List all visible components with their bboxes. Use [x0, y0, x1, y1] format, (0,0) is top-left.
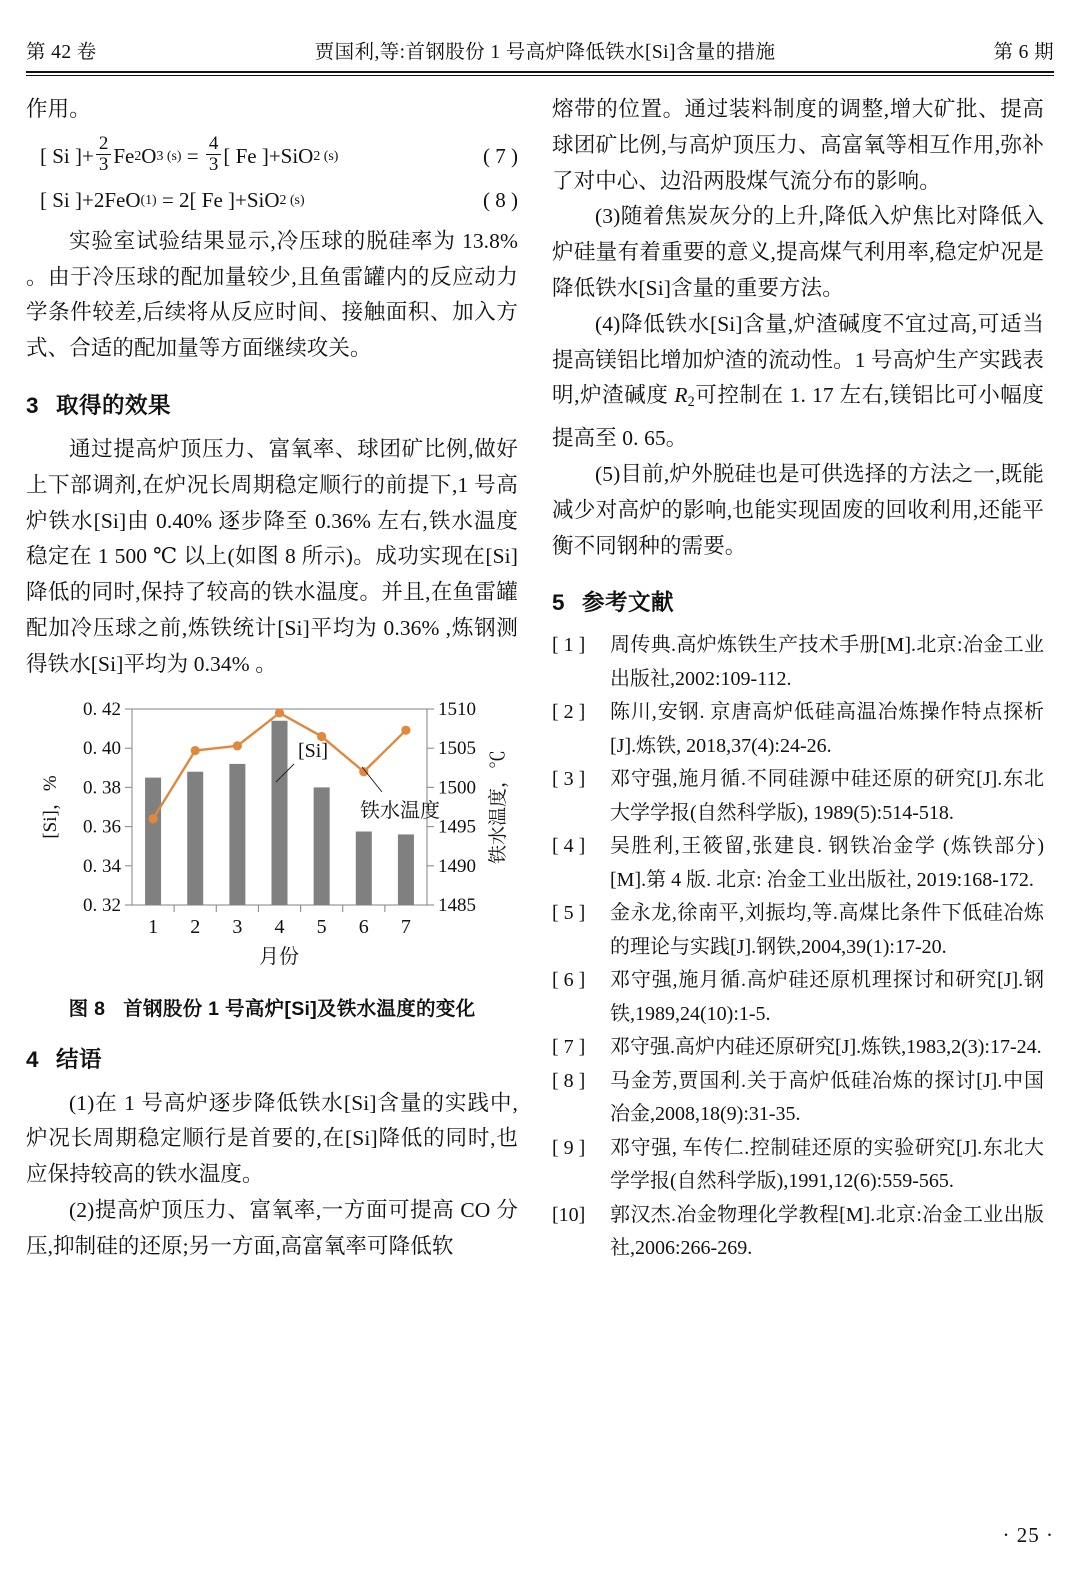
- section-3-number: 3: [26, 392, 40, 418]
- y-axis-title: [Si]，%: [40, 774, 61, 839]
- reference-text: 邓守强.高炉内硅还原研究[J].炼铁,1983,2(3):17-24.: [610, 1036, 1042, 1059]
- x-axis-tick-label: 2: [190, 915, 201, 938]
- reference-item: [552, 629, 1044, 696]
- y2-axis-title: 铁水温度，℃: [488, 749, 509, 864]
- header-divider: [26, 71, 1054, 76]
- right-axis-tick-label: 1490: [438, 855, 476, 877]
- annotation-temperature-label: 铁水温度: [360, 799, 440, 822]
- left-axis-tick-label: 0. 36: [83, 816, 121, 838]
- running-head-issue: 第 6 期: [993, 42, 1054, 63]
- section-5-number: 5: [552, 590, 566, 616]
- conclusion-item-1: (1)在 1 号高炉逐步降低铁水[Si]含量的实践中,炉况长周期稳定顺行是首要的,在[Si]降低的同时,也应保持较高的铁水温度。: [26, 1090, 518, 1187]
- section-5-title: 参考文献: [582, 590, 675, 616]
- equation-7-body: [ Si ]+ $\frac{2}{3}$ Fe 2 O 3 (s) = $\frac{4}{3}$ [ Fe ]+SiO 2 (s): [40, 133, 339, 176]
- conclusion-4-part-a: (4)降低铁水[Si]含量,炉渣碱度不宜过高,可适当提高镁铝比增加炉渣的流动性。1 号高炉生产实践表明,炉渣碱度: [552, 311, 1044, 408]
- temperature-marker: [191, 746, 200, 755]
- temperature-marker: [275, 708, 284, 717]
- fraction-two-thirds: $\frac{2}{3}$: [96, 134, 112, 175]
- bar: [398, 834, 414, 905]
- conclusion-item-4: [552, 307, 1044, 457]
- reference-item: [552, 763, 1044, 830]
- si-and-temperature-chart: [26, 695, 518, 987]
- equation-7-number: ( 7 ): [483, 143, 518, 168]
- bottom-axis-ticks: [174, 905, 385, 912]
- reference-list: [552, 629, 1044, 1266]
- reference-number: [ 1 ]: [552, 634, 586, 657]
- chart-container: [26, 695, 518, 987]
- lead-paragraph: 作用。: [26, 97, 91, 121]
- bar: [187, 771, 203, 904]
- left-axis-tick-label: 0. 42: [83, 698, 121, 720]
- equation-8-body: [ Si ]+2FeO (1) = 2[ Fe ]+SiO 2 (s): [40, 187, 305, 212]
- right-axis-tick-label: 1485: [438, 894, 476, 916]
- reference-text: 金永龙,徐南平,刘振均,等.高煤比条件下低硅冶炼的理论与实践[J].钢铁,2004,39(1):17-20.: [610, 902, 1044, 958]
- figure-8-caption-prefix: 图 8: [68, 997, 106, 1020]
- temperature-marker: [148, 814, 157, 823]
- reference-item: [552, 964, 1044, 1031]
- right-axis-tick-label: 1505: [438, 737, 476, 759]
- bar: [145, 777, 161, 904]
- two-column-body: [26, 92, 1054, 1266]
- section-heading-5: [552, 585, 1044, 617]
- section-4-number: 4: [26, 1046, 40, 1072]
- page-number: · 25 ·: [1002, 1523, 1054, 1547]
- bar: [314, 787, 330, 905]
- reference-item: [552, 1132, 1044, 1199]
- running-head: [26, 0, 1054, 64]
- reference-item: [552, 1031, 1044, 1065]
- left-column: [26, 92, 518, 1265]
- conclusion-item-5: (5)目前,炉外脱硅也是可供选择的方法之一,既能减少对高炉的影响,也能实现固废的回收利用,还能平衡不同钢种的需要。: [552, 461, 1044, 558]
- reference-text: 郭汉杰.冶金物理化学教程[M].北京:冶金工业出版社,2006:266-269.: [610, 1203, 1044, 1260]
- reference-number: [ 9 ]: [552, 1136, 586, 1159]
- left-axis-tick-labels: [83, 699, 122, 916]
- x-axis-title: 月份: [259, 945, 299, 968]
- figure-8: [26, 695, 518, 1021]
- right-axis-tick-label: 1500: [438, 776, 476, 798]
- reference-item: [552, 830, 1044, 897]
- x-axis-tick-label: 6: [358, 915, 369, 938]
- running-head-title: 贾国利,等:首钢股份 1 号高炉降低铁水[Si]含量的措施: [314, 42, 776, 63]
- section-heading-3: [26, 388, 518, 420]
- reference-number: [ 2 ]: [552, 701, 586, 724]
- conclusion-item-3: (3)随着焦炭灰分的上升,降低入炉焦比对降低入炉硅量有着重要的意义,提高煤气利用率,稳定炉况是降低铁水[Si]含量的重要方法。: [552, 204, 1044, 300]
- reference-number: [ 3 ]: [552, 768, 586, 791]
- reference-text: 马金芳,贾国利.关于高炉低硅冶炼的探讨[J].中国冶金,2008,18(9):31-35.: [610, 1069, 1044, 1126]
- reference-text: 吴胜利,王筱留,张建良. 钢铁冶金学 (炼铁部分)[M].第 4 版. 北京: 冶金工业出版社, 2019:168-172.: [610, 835, 1044, 891]
- section-4-title: 结语: [56, 1046, 103, 1072]
- x-axis-tick-labels: [148, 916, 411, 938]
- paragraph-effects: 通过提高炉顶压力、富氧率、球团矿比例,做好上下部调剂,在炉况长周期稳定顺行的前提下,1 号高炉铁水[Si]由 0.40% 逐步降至 0.36% 左右,铁水温度稳定在 1 500 ℃ 以上(如图 8 所示)。成功实现在[Si]降低的同时,保持了较高的铁水温度。并且,在鱼雷罐配加冷压球之前,炼铁统计[Si]平均为 0.36% ,炼钢测得铁水[Si]平均为 0.34% 。: [26, 436, 518, 676]
- bar: [229, 763, 245, 904]
- reference-item: [552, 1199, 1044, 1266]
- x-axis-tick-label: 4: [274, 915, 285, 938]
- reference-text: 邓守强,施月循.不同硅源中硅还原的研究[J].东北大学学报(自然科学版), 1989(5):514-518.: [610, 768, 1044, 824]
- x-axis-tick-label: 3: [232, 915, 243, 938]
- conclusion-4-part-b: 可控制在 1. 17 左右,镁铝比可小幅度提高至 0. 65。: [552, 383, 1044, 451]
- left-axis-tick-label: 0. 40: [83, 737, 121, 759]
- reference-text: 邓守强, 车传仁.控制硅还原的实验研究[J].东北大学学报(自然科学版),1991,12(6):559-565.: [610, 1136, 1044, 1193]
- left-axis-tick-label: 0. 34: [83, 855, 121, 877]
- right-axis-tick-label: 1495: [438, 816, 476, 838]
- x-axis-tick-label: 1: [148, 915, 159, 938]
- figure-8-caption: [26, 993, 518, 1021]
- left-axis-tick-label: 0. 32: [83, 894, 121, 916]
- fraction-four-thirds: $\frac{4}{3}$: [206, 134, 222, 175]
- right-axis-tick-label: 1510: [438, 698, 476, 720]
- paragraph-continued: 熔带的位置。通过装料制度的调整,增大矿批、提高球团矿比例,与高炉顶压力、高富氧等相互作用,弥补了对中心、边沿两股煤气流分布的影响。: [552, 97, 1044, 193]
- temperature-marker: [401, 725, 410, 734]
- bar: [356, 831, 372, 905]
- reference-item: [552, 897, 1044, 964]
- equation-7: [26, 134, 518, 178]
- equation-8-number: ( 8 ): [483, 187, 518, 212]
- left-axis-ticks: [125, 709, 132, 905]
- reference-number: [10]: [552, 1203, 586, 1226]
- right-axis-tick-labels: [438, 699, 476, 916]
- conclusion-item-2: (2)提高炉顶压力、富氧率,一方面可提高 CO 分压,抑制硅的还原;另一方面,高富氧率可降低软: [26, 1197, 518, 1258]
- equation-block: [26, 134, 518, 222]
- slag-basicity-subscript: 2: [687, 394, 695, 411]
- paragraph-lab-result: 实验室试验结果显示,冷压球的脱硅率为 13.8% 。由于冷压球的配加量较少,且鱼雷罐内的反应动力学条件较差,后续将从反应时间、接触面积、加入方式、合适的配加量等方面继续攻关。: [26, 228, 518, 361]
- left-axis-tick-label: 0. 38: [83, 776, 121, 798]
- reference-number: [ 4 ]: [552, 835, 586, 858]
- reference-number: [ 8 ]: [552, 1069, 586, 1092]
- reference-item: [552, 696, 1044, 763]
- equation-8: [26, 178, 518, 222]
- reference-number: [ 6 ]: [552, 969, 586, 992]
- reference-number: [ 5 ]: [552, 902, 586, 925]
- reference-item: [552, 1065, 1044, 1132]
- figure-8-caption-text: 首钢股份 1 号高炉[Si]及铁水温度的变化: [123, 997, 476, 1020]
- x-axis-tick-label: 7: [400, 915, 411, 938]
- section-3-title: 取得的效果: [56, 392, 172, 418]
- reference-text: 邓守强,施月循.高炉硅还原机理探讨和研究[J].钢铁,1989,24(10):1-5.: [610, 969, 1044, 1025]
- right-column: [552, 92, 1044, 1266]
- reference-number: [ 7 ]: [552, 1036, 586, 1059]
- slag-basicity-symbol: R: [674, 383, 688, 408]
- annotation-si-label: [Si]: [298, 739, 328, 762]
- bar: [271, 720, 287, 904]
- running-head-volume: 第 42 卷: [26, 42, 97, 63]
- reference-text: 周传典.高炉炼铁生产技术手册[M].北京:冶金工业出版社,2002:109-112.: [610, 634, 1044, 690]
- reference-text: 陈川,安钢. 京唐高炉低硅高温冶炼操作特点探析[J].炼铁, 2018,37(4):24-26.: [610, 701, 1044, 757]
- temperature-marker: [233, 741, 242, 750]
- x-axis-tick-label: 5: [316, 915, 327, 938]
- section-heading-4: [26, 1042, 518, 1074]
